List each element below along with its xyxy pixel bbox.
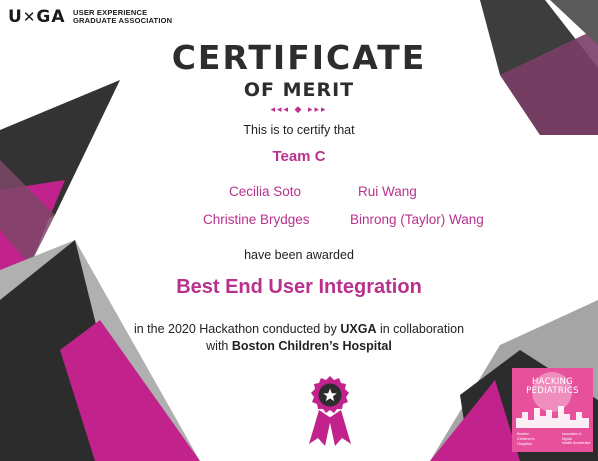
badge-title [512,378,593,396]
member-name: Rui Wang [358,184,417,199]
logo-line-1: USER EXPERIENCE [73,8,148,17]
badge-sub-line-1: Innovation & Digital [562,432,582,441]
member-name: Binrong (Taylor) Wang [350,212,484,227]
badge-title-line-2: PEDIATRICS [526,386,579,396]
event-line [0,322,598,336]
event-org: UXGA [340,322,377,336]
event-line-prefix: in the 2020 Hackathon conducted by [133,322,341,336]
event-line-suffix: in collaboration [376,322,465,336]
badge-org [517,431,565,446]
badge-org-line-2: Children's [517,436,535,441]
badge-org-line-3: Hospital [517,441,532,446]
uxga-logo-text [73,9,172,25]
badge-sub-line-2: Health Accelerator [562,441,591,445]
badge-title-line-1: HACKING [531,377,574,387]
ornament-divider: ◂◂◂ ◆ ▸▸▸ [270,104,328,114]
certify-text: This is to certify that [243,123,355,137]
badge-sub [562,432,592,446]
logo-ga: GA [36,7,66,27]
member-name: Cecilia Soto [229,184,302,199]
certificate-title: CERTIFICATE [171,38,427,77]
partner-line-prefix: with [206,339,232,353]
award-name: Best End User Integration [176,276,422,298]
member-name: Christine Brydges [203,212,310,227]
partner-line [0,339,598,353]
award-ribbon-icon [303,374,357,448]
uxga-logo-mark [8,7,66,27]
team-name: Team C [272,148,326,165]
logo-x-icon: ✕ [22,8,37,26]
hacking-pediatrics-badge [512,368,593,452]
logo-line-2: GRADUATE ASSOCIATION [73,16,173,25]
badge-org-line-1: Boston [517,431,530,436]
certificate-subtitle: OF MERIT [243,79,355,101]
awarded-text: have been awarded [244,248,354,262]
partner-org: Boston Children’s Hospital [231,339,392,353]
logo-u: U [8,7,23,27]
